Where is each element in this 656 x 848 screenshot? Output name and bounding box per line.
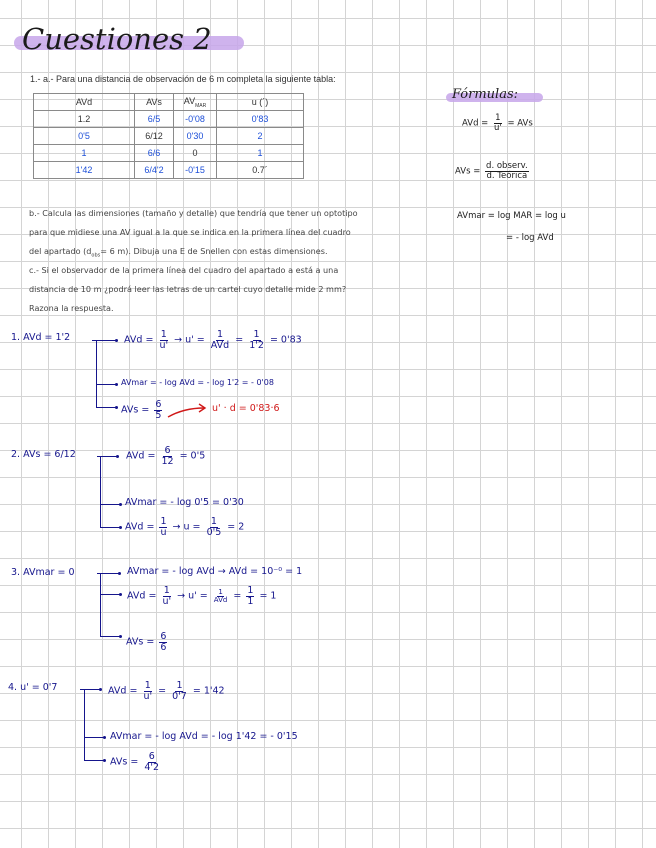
bracket-line xyxy=(96,340,97,408)
table-row xyxy=(34,145,304,162)
formulas-title: Fórmulas: xyxy=(452,87,519,102)
table-row xyxy=(34,111,304,128)
table-cell: 0'83 xyxy=(217,111,304,128)
bracket-dot xyxy=(115,339,118,342)
question-a-text: 1.- a.- Para una distancia de observación de 6 m completa la siguiente tabla: xyxy=(30,74,336,84)
work-4-step-b: AVmar = - log AVd = - log 1'42 = - 0'15 xyxy=(110,731,298,742)
bracket-dot xyxy=(99,688,102,691)
table-cell: 0.7´ xyxy=(217,162,304,179)
table-header: AVd xyxy=(34,94,135,111)
table-row xyxy=(34,162,304,179)
bracket-line xyxy=(100,456,101,528)
bracket-dot xyxy=(119,635,122,638)
work-2-step-a: AVd = $\frac{6}{12}$ = 0'5 xyxy=(126,445,206,467)
av-table xyxy=(33,93,304,179)
bracket-line xyxy=(96,384,116,385)
table-cell: 0 xyxy=(174,145,217,162)
question-b-line: para que midiese una AV igual a la que se indica en la primera línea del cuadro xyxy=(29,227,351,237)
formula-avs: AVs = $\frac{\text{d. observ.}}{\text{d. Teórica}}$ xyxy=(455,161,528,181)
bracket-dot xyxy=(119,526,122,529)
work-1-step-c: AVs = $\frac{6}{5}$ xyxy=(121,399,162,421)
bracket-line xyxy=(80,689,100,690)
bracket-dot xyxy=(119,593,122,596)
table-cell: 1 xyxy=(34,145,135,162)
work-4-step-a: AVd = $\frac{1}{u'}$ = $\frac{1}{0'7}$ = 1'42 xyxy=(108,680,225,702)
table-header: AVs xyxy=(135,94,174,111)
bracket-dot xyxy=(115,383,118,386)
table-cell: 6/5 xyxy=(135,111,174,128)
work-3-step-b: AVd = $\frac{1}{u'}$ → u' = $\frac{1}{\text{AVd}}$ = $\frac{1}{1}$ = 1 xyxy=(127,585,277,607)
table-cell: 0'5 xyxy=(34,128,135,145)
table-cell: 1'42 xyxy=(34,162,135,179)
red-arrow-icon xyxy=(166,402,210,420)
table-cell: 6/4'2 xyxy=(135,162,174,179)
work-2-step-b: AVmar = - log 0'5 = 0'30 xyxy=(125,497,244,508)
table-header: $AV_{MAR}$ xyxy=(174,94,217,111)
table-cell: 1 xyxy=(217,145,304,162)
bracket-line xyxy=(96,407,116,408)
table-header: u (´) xyxy=(217,94,304,111)
question-c-line: Razona la respuesta. xyxy=(29,303,114,313)
formula-avmar: AVmar = log MAR = log u xyxy=(457,211,566,221)
table-cell: -0'08 xyxy=(174,111,217,128)
table-header-row xyxy=(34,94,304,111)
work-3-step-a: AVmar = - log AVd → AVd = 10⁻⁰ = 1 xyxy=(127,566,303,577)
work-4-step-c: AVs = $\frac{6}{4'2}$ xyxy=(110,751,160,773)
bracket-line xyxy=(84,689,85,761)
work-1-red-note: u' · d = 0'83·6 xyxy=(212,403,280,414)
page-title: Cuestiones 2 xyxy=(22,22,212,56)
bracket-dot xyxy=(119,503,122,506)
table-cell: 0'30 xyxy=(174,128,217,145)
table-cell: -0'15 xyxy=(174,162,217,179)
work-2-step-c: AVd = $\frac{1}{u}$ → u = $\frac{1}{0'5}$ = 2 xyxy=(125,516,245,538)
question-c-line: distancia de 10 m ¿podrá leer las letras de un cartel cuyo detalle mide 2 mm? xyxy=(29,284,347,294)
work-4-label: 4. u' = 0'7 xyxy=(8,682,58,693)
work-3-step-c: AVs = $\frac{6}{6}$ xyxy=(126,631,167,653)
bracket-line xyxy=(84,760,104,761)
work-1-step-a: AVd = $\frac{1}{u'}$ → u' = $\frac{1}{\text{AVd}}$ = $\frac{1}{1'2}$ = 0'83 xyxy=(124,329,302,351)
table-cell: 6/12 xyxy=(135,128,174,145)
question-c-line: c.- Si el observador de la primera línea del cuadro del apartado a está a una xyxy=(29,265,339,275)
question-b-line: b.- Calcula las dimensiones (tamaño y detalle) que tendría que tener un optotipo xyxy=(29,208,358,218)
work-1-step-b: AVmar = - log AVd = - log 1'2 = - 0'08 xyxy=(121,378,274,387)
question-b-line: del apartado ($d_{obs}= 6$ m). Dibuja una E de Snellen con estas dimensiones. xyxy=(29,246,328,259)
table-cell: 6/6 xyxy=(135,145,174,162)
bracket-dot xyxy=(115,406,118,409)
bracket-line xyxy=(84,737,104,738)
table-cell: 1.2 xyxy=(34,111,135,128)
bracket-line xyxy=(100,594,120,595)
bracket-line xyxy=(100,504,120,505)
work-2-label: 2. AVs = 6/12 xyxy=(11,449,76,460)
bracket-dot xyxy=(103,736,106,739)
work-1-label: 1. AVd = 1'2 xyxy=(11,332,71,343)
formula-avmar-2: = - log AVd xyxy=(506,233,554,243)
bracket-line xyxy=(100,527,120,528)
bracket-line xyxy=(100,636,120,637)
bracket-dot xyxy=(116,455,119,458)
bracket-dot xyxy=(118,572,121,575)
table-cell: 2 xyxy=(217,128,304,145)
formula-avd: AVd = $\frac{1}{u'}$ = AVs xyxy=(462,113,533,133)
bracket-line xyxy=(100,573,101,637)
table-row xyxy=(34,128,304,145)
work-3-label: 3. AVmar = 0 xyxy=(11,567,75,578)
bracket-dot xyxy=(103,759,106,762)
